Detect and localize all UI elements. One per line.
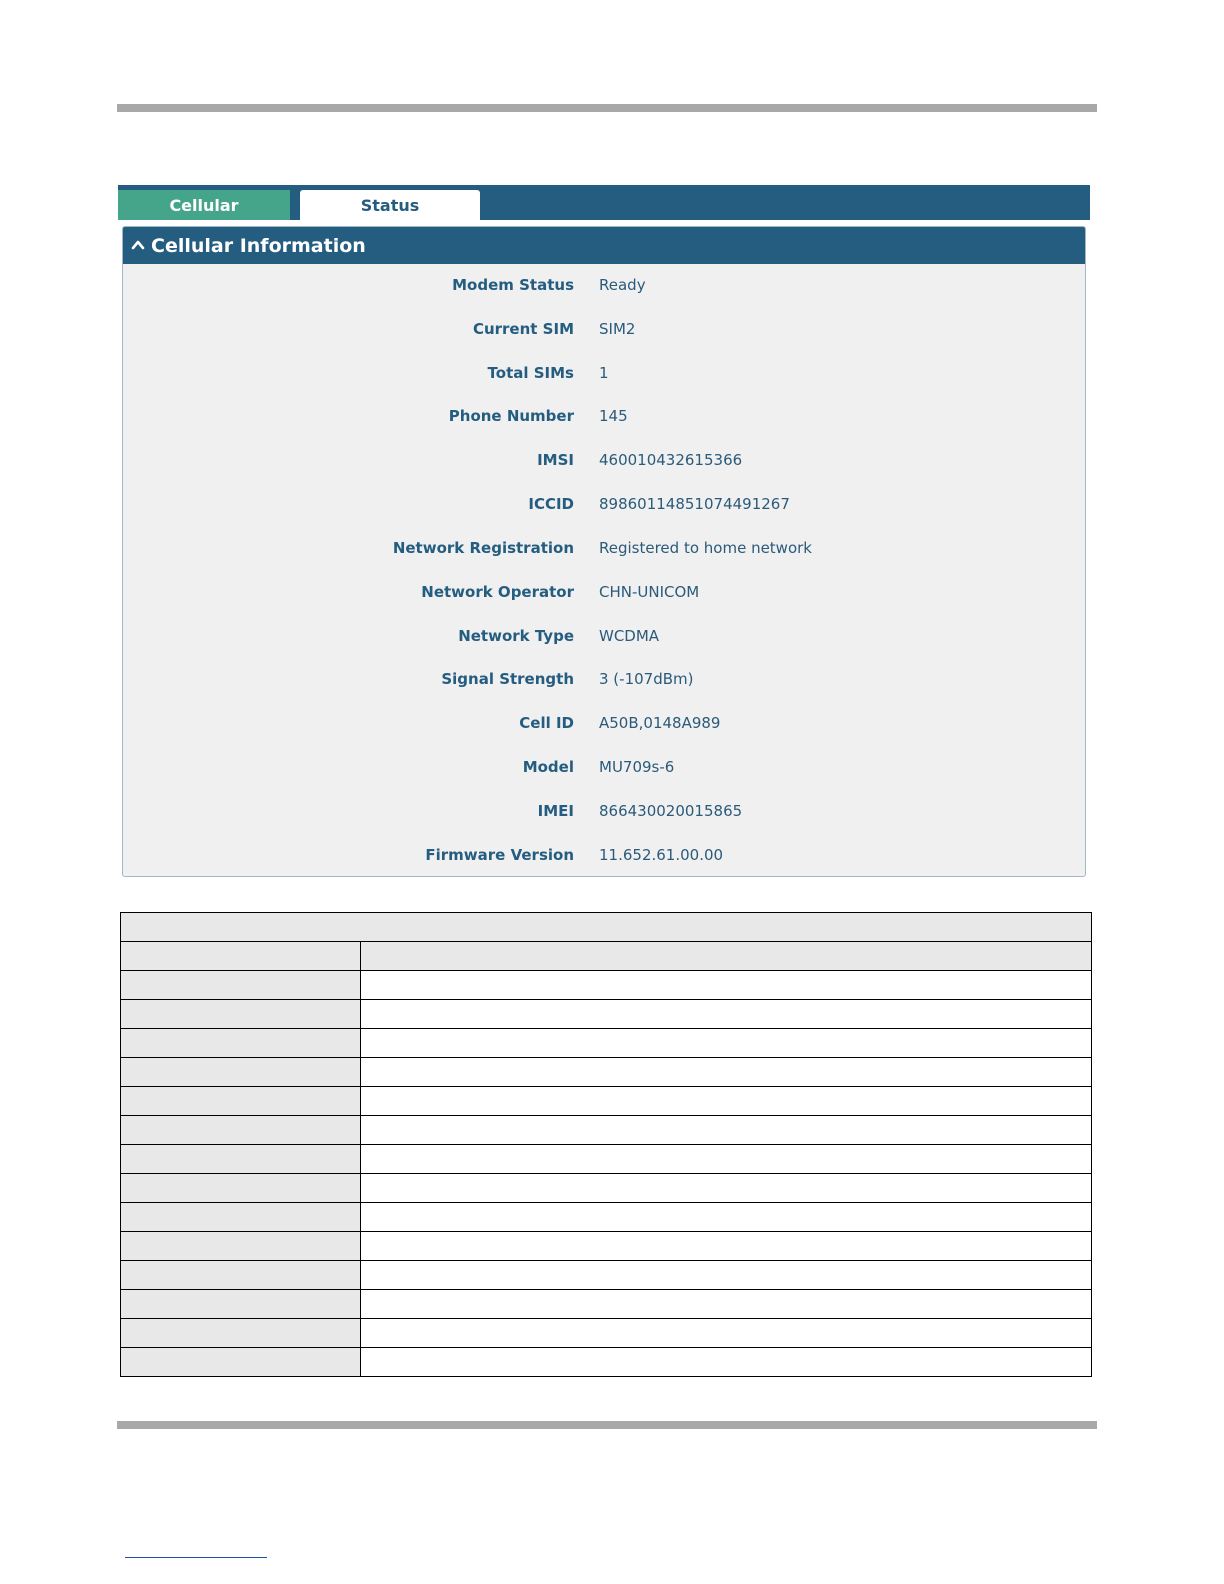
- table-cell: [121, 1058, 361, 1087]
- row-value: 89860114851074491267: [599, 495, 790, 513]
- row-value: MU709s-6: [599, 758, 675, 776]
- info-row-phone-number: [123, 407, 1085, 429]
- table-row: [121, 1058, 1092, 1087]
- table-cell: [121, 971, 361, 1000]
- table-cell: [121, 942, 361, 971]
- row-value: 460010432615366: [599, 451, 743, 469]
- tab-cellular[interactable]: Cellular: [118, 190, 290, 220]
- table-row: [121, 1348, 1092, 1377]
- info-row-imei: [123, 802, 1085, 824]
- row-label: ICCID: [528, 495, 574, 513]
- row-label: IMEI: [537, 802, 574, 820]
- row-label: Model: [522, 758, 574, 776]
- row-label: Firmware Version: [425, 846, 574, 864]
- table-row: [121, 1261, 1092, 1290]
- table-cell: [361, 1203, 1092, 1232]
- table-cell: [121, 1232, 361, 1261]
- table-row: [121, 1203, 1092, 1232]
- row-label: Modem Status: [452, 276, 574, 294]
- row-value: 1: [599, 364, 609, 382]
- table-cell: [361, 1232, 1092, 1261]
- info-row-network-registration: [123, 539, 1085, 561]
- info-row-modem-status: [123, 276, 1085, 298]
- info-row-firmware-version: [123, 846, 1085, 868]
- info-row-signal-strength: [123, 670, 1085, 692]
- table-cell: [361, 1290, 1092, 1319]
- table-cell: [361, 1174, 1092, 1203]
- row-value: 3 (-107dBm): [599, 670, 694, 688]
- row-value: SIM2: [599, 320, 636, 338]
- table-cell: [121, 1174, 361, 1203]
- table-row: [121, 1145, 1092, 1174]
- info-row-imsi: [123, 451, 1085, 473]
- table-cell: [361, 1145, 1092, 1174]
- table-header-row: [121, 942, 1092, 971]
- table-row: [121, 1116, 1092, 1145]
- row-value: CHN-UNICOM: [599, 583, 700, 601]
- row-label: Current SIM: [472, 320, 574, 338]
- table-cell: [121, 1116, 361, 1145]
- info-row-iccid: [123, 495, 1085, 517]
- footer-link-underline: [125, 1557, 267, 1558]
- info-row-model: [123, 758, 1085, 780]
- table-cell: [121, 1319, 361, 1348]
- table-row: [121, 1029, 1092, 1058]
- info-row-current-sim: [123, 320, 1085, 342]
- parameter-table: [120, 912, 1092, 1377]
- page-bottom-rule: [117, 1421, 1097, 1429]
- table-cell: [121, 1261, 361, 1290]
- table-cell: [361, 1116, 1092, 1145]
- row-value: 145: [599, 407, 628, 425]
- table-cell: [361, 971, 1092, 1000]
- table-cell: [121, 1145, 361, 1174]
- page-top-rule: [117, 104, 1097, 112]
- row-label: IMSI: [537, 451, 574, 469]
- row-value: 11.652.61.00.00: [599, 846, 724, 864]
- table-cell: [361, 1319, 1092, 1348]
- row-label: Total SIMs: [487, 364, 574, 382]
- table-row: [121, 1000, 1092, 1029]
- row-label: Cell ID: [519, 714, 574, 732]
- tab-bar: [118, 185, 1090, 220]
- table-cell: [361, 1261, 1092, 1290]
- table-row: [121, 1087, 1092, 1116]
- table-row: [121, 971, 1092, 1000]
- table-row: [121, 1232, 1092, 1261]
- row-label: Network Registration: [392, 539, 574, 557]
- chevron-up-icon: [131, 238, 145, 252]
- row-value: A50B,0148A989: [599, 714, 721, 732]
- row-label: Network Type: [458, 627, 574, 645]
- table-row: [121, 1174, 1092, 1203]
- table-row: [121, 1290, 1092, 1319]
- section-header[interactable]: [123, 227, 1085, 264]
- table-cell: [121, 1000, 361, 1029]
- row-label: Network Operator: [421, 583, 574, 601]
- row-value: WCDMA: [599, 627, 660, 645]
- table-cell: [361, 942, 1092, 971]
- row-label: Signal Strength: [441, 670, 574, 688]
- table-cell: [121, 1290, 361, 1319]
- table-cell: [121, 1348, 361, 1377]
- info-row-network-operator: [123, 583, 1085, 605]
- info-row-network-type: [123, 627, 1085, 649]
- table-row: [121, 1319, 1092, 1348]
- table-cell: [361, 1029, 1092, 1058]
- table-cell: [361, 1348, 1092, 1377]
- row-label: Phone Number: [448, 407, 574, 425]
- info-row-cell-id: [123, 714, 1085, 736]
- table-cell: [361, 1087, 1092, 1116]
- table-title-cell: [121, 913, 1092, 942]
- table-cell: [121, 1029, 361, 1058]
- table-cell: [121, 1087, 361, 1116]
- row-value: 866430020015865: [599, 802, 743, 820]
- info-row-total-sims: [123, 364, 1085, 386]
- table-title-row: [121, 913, 1092, 942]
- table-cell: [121, 1203, 361, 1232]
- section-title: Cellular Information: [151, 235, 366, 257]
- table-cell: [361, 1000, 1092, 1029]
- row-value: Ready: [599, 276, 646, 294]
- row-value: Registered to home network: [599, 539, 812, 557]
- cellular-information-panel: [122, 226, 1086, 877]
- table-cell: [361, 1058, 1092, 1087]
- tab-status[interactable]: Status: [300, 190, 480, 220]
